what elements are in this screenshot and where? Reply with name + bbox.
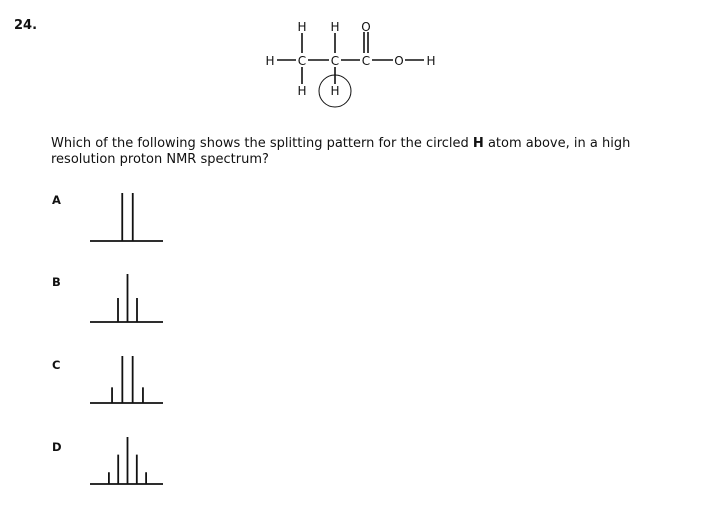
question-bold-atom: H [472, 136, 484, 151]
atom-o: O [361, 20, 371, 34]
option-c-label[interactable]: C [52, 358, 61, 372]
question-text [51, 136, 671, 168]
atom-c: C [361, 54, 371, 68]
atom-h: H [297, 20, 307, 34]
atom-o: O [394, 54, 404, 68]
atom-c: C [330, 54, 340, 68]
atom-h: H [297, 84, 307, 98]
question-text-part: Which of the following shows the splitting pattern for the circled [51, 136, 473, 151]
question-number: 24. [14, 18, 38, 33]
option-a-label[interactable]: A [52, 193, 61, 207]
atom-h: H [426, 54, 436, 68]
option-b-label[interactable]: B [52, 275, 61, 289]
atom-c: C [297, 54, 307, 68]
atom-h: H [330, 20, 340, 34]
option-d-label[interactable]: D [52, 440, 62, 454]
spectra [90, 193, 163, 484]
question-text-part: atom above, in a high resolution proton NMR spectrum? [51, 136, 631, 167]
atom-h-circled: H [330, 84, 340, 98]
atom-h: H [265, 54, 275, 68]
